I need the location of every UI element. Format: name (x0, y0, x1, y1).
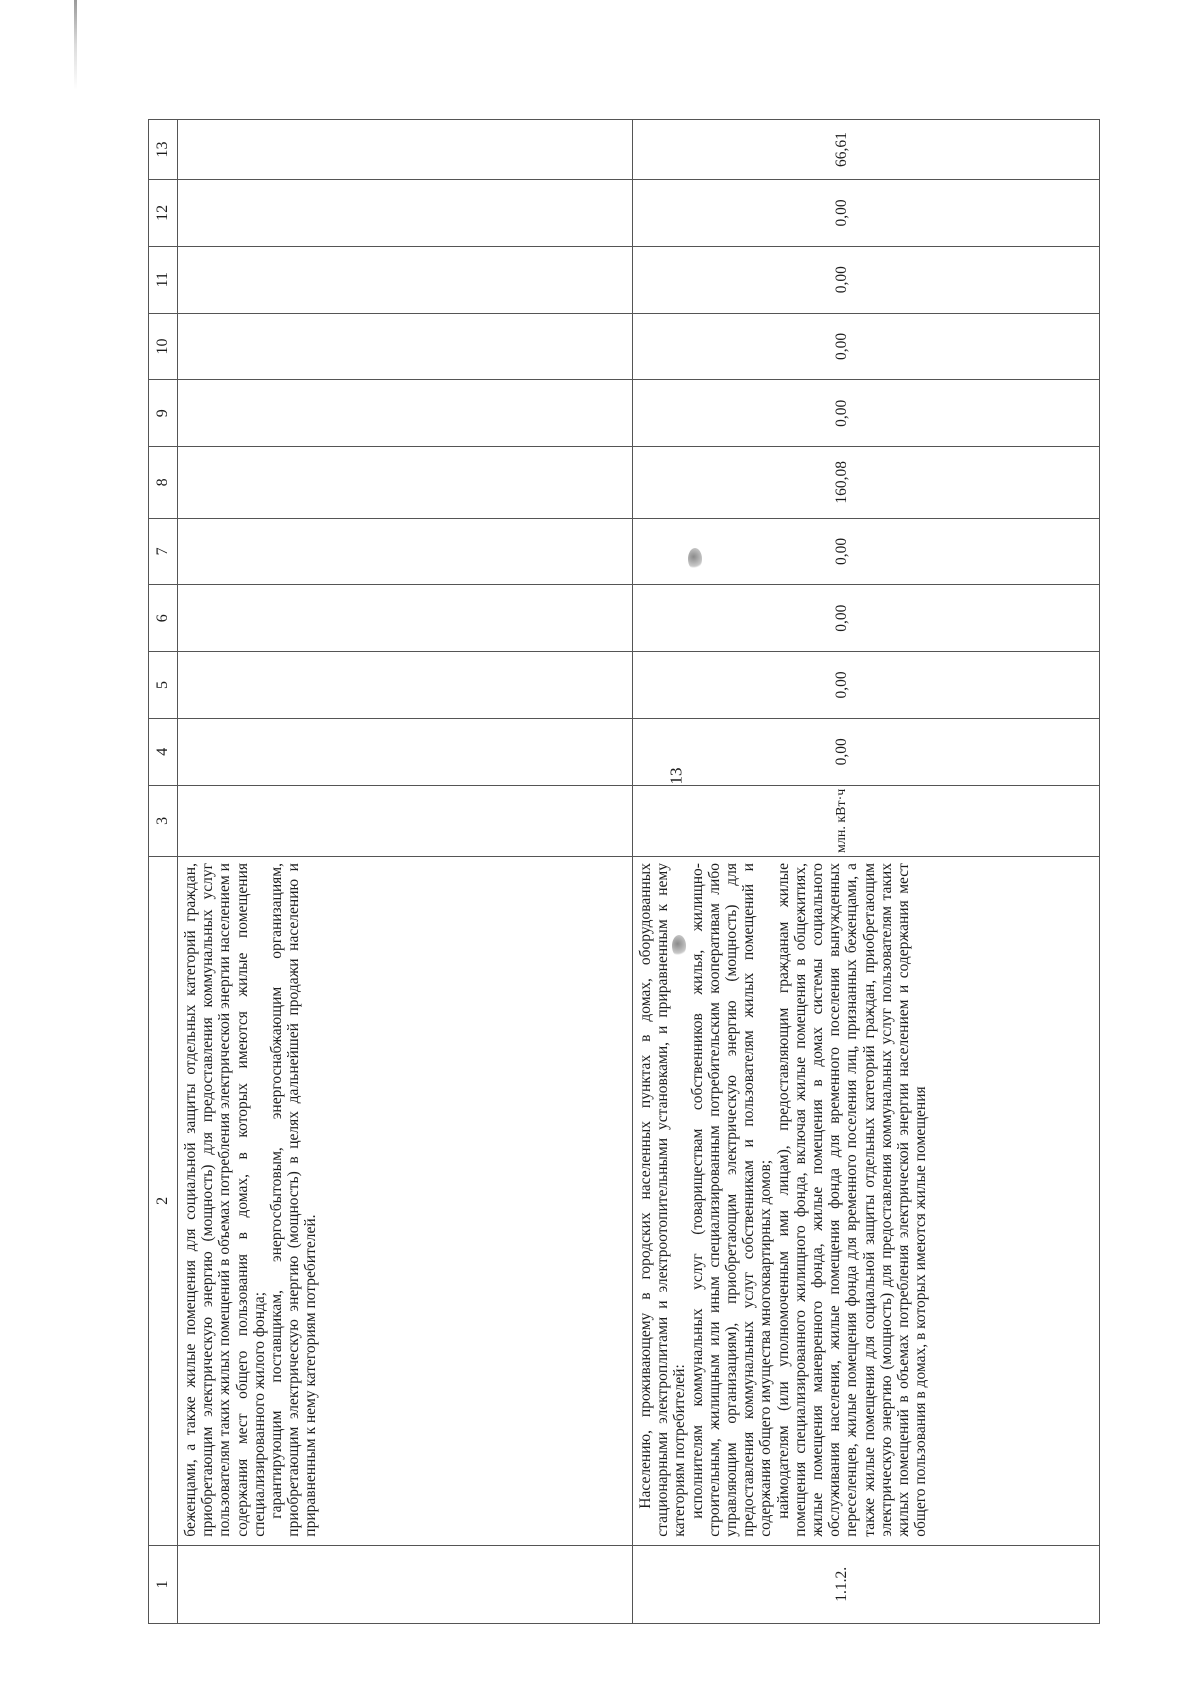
value-cell (178, 120, 633, 180)
scan-edge-shadow (74, 0, 77, 90)
unit-cell: млн. кВт·ч (633, 785, 1100, 856)
value-cell (178, 652, 633, 719)
value-cell: 0,00 (633, 180, 1100, 247)
table-row (178, 120, 633, 1624)
header-cell: 7 (149, 518, 178, 585)
value-cell: 0,00 (633, 652, 1100, 719)
header-cell: 3 (149, 785, 178, 856)
value-cell (178, 718, 633, 785)
description-paragraph: наймодателям (или уполномоченным ими лицам), предоставляющим гражданам жилые помещения специализированного жилищного фонда, включая жилые помещения в общежитиях, жилые помещения маневренного фонда, жилые помещения в домах системы социального обслуживания населения, жилые помещения фонда для временного поселения вынужденных переселенцев, жилые помещения фонда для временного поселения лиц, признанных беженцами, а также жилые помещения для социальной защиты отдельных категорий граждан, приобретающим электрическую энергию (мощность) для предоставления коммунальных услуг пользователям таких жилых помещений в объемах потребления электрической энергии населением и содержания мест общего пользования в домах, в которых имеются жилые помещения (774, 863, 930, 1537)
rotated-table-container (148, 119, 1098, 1624)
value-cell (178, 585, 633, 652)
tariff-table (148, 119, 1100, 1624)
header-cell: 12 (149, 180, 178, 247)
value-cell (178, 180, 633, 247)
unit-cell (178, 785, 633, 856)
value-cell (178, 246, 633, 313)
page-number: 13 (666, 767, 686, 785)
header-cell: 10 (149, 313, 178, 380)
value-cell: 66,61 (633, 120, 1100, 180)
value-cell: 0,00 (633, 380, 1100, 447)
value-cell: 0,00 (633, 585, 1100, 652)
header-cell: 9 (149, 380, 178, 447)
value-cell: 0,00 (633, 246, 1100, 313)
description-paragraph: Населению, проживающему в городских населенных пунктах в домах, оборудованных стационарными электроплитами и электроотопительными установками, и приравненным к нему категориям потребителей: (637, 863, 689, 1537)
value-cell (178, 313, 633, 380)
value-cell: 0,00 (633, 313, 1100, 380)
value-cell: 160,08 (633, 447, 1100, 518)
value-cell: 0,00 (633, 718, 1100, 785)
header-cell: 13 (149, 120, 178, 180)
description-cell (178, 857, 633, 1546)
header-cell: 8 (149, 447, 178, 518)
value-cell (178, 518, 633, 585)
description-cell (633, 857, 1100, 1546)
value-cell (178, 380, 633, 447)
description-paragraph: беженцами, а также жилые помещения для социальной защиты отдельных категорий граждан, приобретающим электрическую энергию (мощность) для предоставления коммунальных услуг пользователям таких жилых помещений в объемах потребления электрической энергии населением и содержания мест общего пользования в домах, в которых имеются жилые помещения специализированного жилого фонда; (182, 863, 268, 1537)
header-cell: 2 (149, 857, 178, 1546)
header-cell: 11 (149, 246, 178, 313)
description-paragraph: гарантирующим поставщикам, энергосбытовым, энергоснабжающим организациям, приобретающим электрическую энергию (мощность) в целях дальнейшей продажи населению и приравненным к нему категориям потребителей. (268, 863, 320, 1537)
row-id-cell (178, 1545, 633, 1623)
value-cell (178, 447, 633, 518)
description-paragraph: исполнителям коммунальных услуг (товариществам собственников жилья, жилищно-строительным, жилищным или иным специализированным потребительским кооперативам либо управляющим организациям), приобретающим электрическую энергию (мощность) для предоставления коммунальных услуг собственникам и пользователям жилых помещений и содержания общего имущества многоквартирных домов; (688, 863, 775, 1537)
header-row (149, 120, 178, 1624)
row-id-cell: 1.1.2. (633, 1545, 1100, 1623)
value-cell: 0,00 (633, 518, 1100, 585)
header-cell: 1 (149, 1545, 178, 1623)
header-cell: 4 (149, 718, 178, 785)
header-cell: 6 (149, 585, 178, 652)
header-cell: 5 (149, 652, 178, 719)
table-row (633, 120, 1100, 1624)
